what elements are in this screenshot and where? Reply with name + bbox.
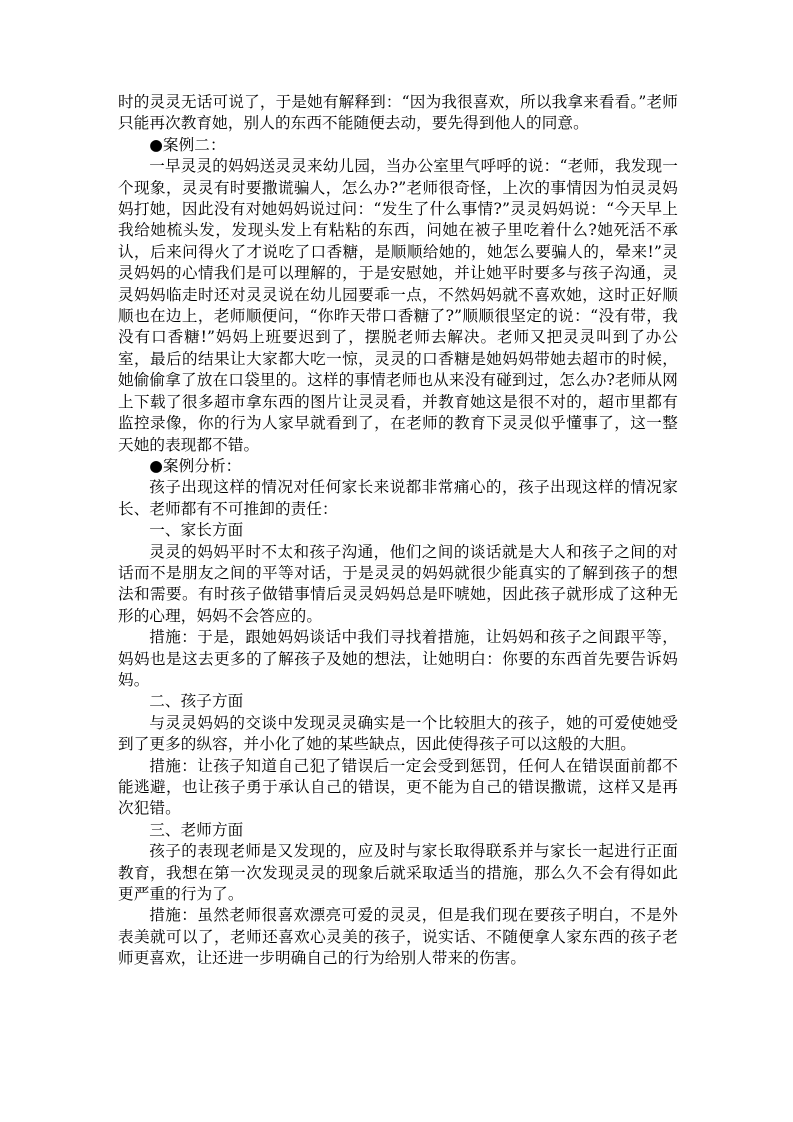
case-two-paragraph: 一早灵灵的妈妈送灵灵来幼儿园，当办公室里气呼呼的说：“老师，我发现一个现象，灵灵有时要撒谎骗人，怎么办?”老师很奇怪，上次的事情因为怕灵灵妈妈打她，因此没有对她妈妈说过问：“发生了什么事情?”灵灵妈妈说：“今天早上我给她梳头发，发现头发上有粘粘的东西，问她在被子里吃着什么?她死活不承认，后来问得火了才说吃了口香糖，是顺顺给她的，她怎么要骗人的，晕来!”灵灵妈妈的心情我们是可以理解的，于是安慰她，并让她平时要多与孩子沟通，灵灵妈妈临走时还对灵灵说在幼儿园要乖一点，不然妈妈就不喜欢她，这时正好顺顺也在边上，老师顺便问，“你昨天带口香糖了?”顺顺很坚定的说：“没有带，我没有口香糖!”妈妈上班要迟到了，摆脱老师去解决。老师又把灵灵叫到了办公室，最后的结果让大家都大吃一惊，灵灵的口香糖是她妈妈带她去超市的时候，她偷偷拿了放在口袋里的。这样的事情老师也从来没有碰到过，怎么办?老师从网上下载了很多超市拿东西的图片让灵灵看，并教育她这是很不对的，超市里都有监控录像，你的行为人家早就看到了，在老师的教育下灵灵似乎懂事了，这一整天她的表现都不错。 (118, 157, 678, 454)
teacher-paragraph: 孩子的表现老师是又发现的，应及时与家长取得联系并与家长一起进行正面教育，我想在第一次发现灵灵的现象后就采取适当的措施，那么久不会有得如此更严重的行为了。 (118, 842, 678, 904)
analysis-intro-paragraph: 孩子出现这样的情况对任何家长来说都非常痛心的，孩子出现这样的情况家长、老师都有不可推卸的责任： (118, 478, 678, 518)
document-page (118, 92, 678, 970)
section-teacher-heading: 三、老师方面 (149, 820, 244, 839)
section-parents-heading: 一、家长方面 (149, 521, 244, 540)
child-paragraph: 与灵灵妈妈的交谈中发现灵灵确实是一个比较胆大的孩子，她的可爱使她受到了更多的纵容，并小化了她的某些缺点，因此使得孩子可以这般的大胆。 (118, 713, 678, 754)
section-child-heading: 二、孩子方面 (149, 692, 244, 711)
teacher-measures-paragraph: 措施：虽然老师很喜欢漂亮可爱的灵灵，但是我们现在要孩子明白，不是外表美就可以了，老师还喜欢心灵美的孩子，说实话、不随便拿人家东西的孩子老师更喜欢，让还进一步明确自己的行为给别人带来的伤害。 (118, 906, 678, 968)
case-analysis-heading: ●案例分析： (149, 456, 242, 475)
child-measures-paragraph: 措施：让孩子知道自己犯了错误后一定会受到惩罚，任何人在错误面前都不能逃避，也让孩子勇于承认自己的错误，更不能为自己的错误撒谎，这样又是再次犯错。 (118, 756, 678, 818)
parents-paragraph: 灵灵的妈妈平时不太和孩子沟通，他们之间的谈话就是大人和孩子之间的对话而不是朋友之间的平等对话，于是灵灵的妈妈就很少能真实的了解到孩子的想法和需要。有时孩子做错事情后灵灵妈妈总是吓唬她，因此孩子就形成了这种无形的心理，妈妈不会答应的。 (118, 542, 678, 625)
parents-measures-paragraph: 措施：于是，跟她妈妈谈话中我们寻找着措施，让妈妈和孩子之间跟平等，妈妈也是这去更多的了解孩子及她的想法，让她明白：你要的东西首先要告诉妈妈。 (118, 628, 678, 689)
paragraph-continuation: 时的灵灵无话可说了，于是她有解释到：“因为我很喜欢，所以我拿来看看。”老师只能再次教育她，别人的东西不能随便去动，要先得到他人的同意。 (118, 93, 678, 133)
case-two-heading: ●案例二： (149, 135, 226, 154)
